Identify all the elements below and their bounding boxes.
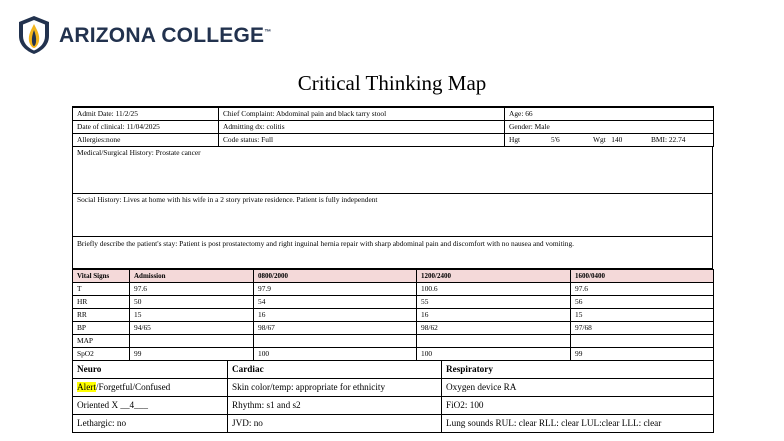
vital-signs-table [72,269,714,361]
fio2: FiO2: 100 [442,397,714,415]
history-row [73,147,713,194]
vitals-row [73,296,714,309]
vitals-row [73,322,714,335]
vital-label: T [73,283,130,296]
vital-value: 97.9 [254,283,417,296]
vital-value: Admission [130,270,254,283]
vital-value: 97.6 [130,283,254,296]
vital-value: 97/68 [571,322,714,335]
assessment-row [73,379,714,397]
vital-value: 15 [130,309,254,322]
vital-value: 54 [254,296,417,309]
jvd: JVD: no [228,415,442,433]
vital-value: 98/67 [254,322,417,335]
vital-label: BP [73,322,130,335]
allergies: Allergies:none [73,134,219,147]
vital-value: 55 [417,296,571,309]
code-status: Code status: Full [219,134,505,147]
weight-label: Wgt 140 [593,135,623,144]
medical-history: Medical/Surgical History: Prostate cancer [73,147,713,194]
date-of-clinical: Date of clinical: 11/04/2025 [73,121,219,134]
lethargic: Lethargic: no [73,415,228,433]
vital-value [130,335,254,348]
stay-description: Briefly describe the patient's stay: Patient is post prostatectomy and right inguinal hernia repair with sharp abdominal pain and discomfort with no nausea and vomiting. [73,237,713,269]
cardiac-heading: Cardiac [228,361,442,379]
vital-label: HR [73,296,130,309]
admitting-dx: Admitting dx: colitis [219,121,505,134]
vital-value [571,335,714,348]
college-logo [18,14,271,56]
assessment-table [72,361,714,433]
logo-wordmark: ARIZONA COLLEGE™ [59,24,272,47]
height-label: Hgt [509,135,521,144]
vital-value: 50 [130,296,254,309]
vital-value [254,335,417,348]
admit-date: Admit Date: 11/2/25 [73,107,219,121]
vital-value: 99 [571,348,714,361]
lung-sounds: Lung sounds RUL: clear RLL: clear LUL:clear LLL: clear [442,415,714,433]
vital-value: 100 [417,348,571,361]
vital-value: 0800/2000 [254,270,417,283]
height-value: 5'6 [551,135,560,144]
patient-info-row [73,107,714,121]
chief-complaint: Chief Complaint: Abdominal pain and black tarry stool [219,107,505,121]
skin-color: Skin color/temp: appropriate for ethnicity [228,379,442,397]
assessment-row [73,397,714,415]
critical-thinking-map-form [72,106,713,433]
weight-value: 140 [611,135,623,144]
vital-label: MAP [73,335,130,348]
document-title: Critical Thinking Map [297,71,487,95]
vital-value: 16 [254,309,417,322]
vital-value: 15 [571,309,714,322]
vital-value: 94/65 [130,322,254,335]
social-history: Social History: Lives at home with his wife in a 2 story private residence. Patient is fully independent [73,194,713,237]
vital-value: 100 [254,348,417,361]
vitals-row [73,283,714,296]
vitals-row [73,335,714,348]
vitals-row [73,309,714,322]
rhythm: Rhythm: s1 and s2 [228,397,442,415]
vital-value: 100.6 [417,283,571,296]
vitals-header-row [73,270,714,283]
patient-info-table [72,106,714,147]
history-row [73,194,713,237]
oriented: Oriented X __4___ [73,397,228,415]
age: Age: 66 [505,107,714,121]
vital-value: 56 [571,296,714,309]
neuro-heading: Neuro [73,361,228,379]
vital-label: SpO2 [73,348,130,361]
oxygen-device: Oxygen device RA [442,379,714,397]
vitals-row [73,348,714,361]
vital-value: 97.6 [571,283,714,296]
gender: Gender: Male [505,121,714,134]
alert-highlight: Alert [77,382,96,392]
vital-value: 1600/0400 [571,270,714,283]
patient-info-row [73,121,714,134]
respiratory-heading: Respiratory [442,361,714,379]
history-table [72,147,713,269]
vital-value: 98/62 [417,322,571,335]
assessment-header-row [73,361,714,379]
neuro-loc: Alert/Forgetful/Confused [73,379,228,397]
body-measurements [505,134,714,147]
patient-info-row [73,134,714,147]
assessment-row [73,415,714,433]
history-row [73,237,713,269]
vital-value: 99 [130,348,254,361]
vital-value [417,335,571,348]
shield-icon [18,15,50,55]
vital-value: 1200/2400 [417,270,571,283]
bmi: BMI: 22.74 [651,135,686,144]
vital-label: Vital Signs [73,270,130,283]
vital-value: 16 [417,309,571,322]
vital-label: RR [73,309,130,322]
